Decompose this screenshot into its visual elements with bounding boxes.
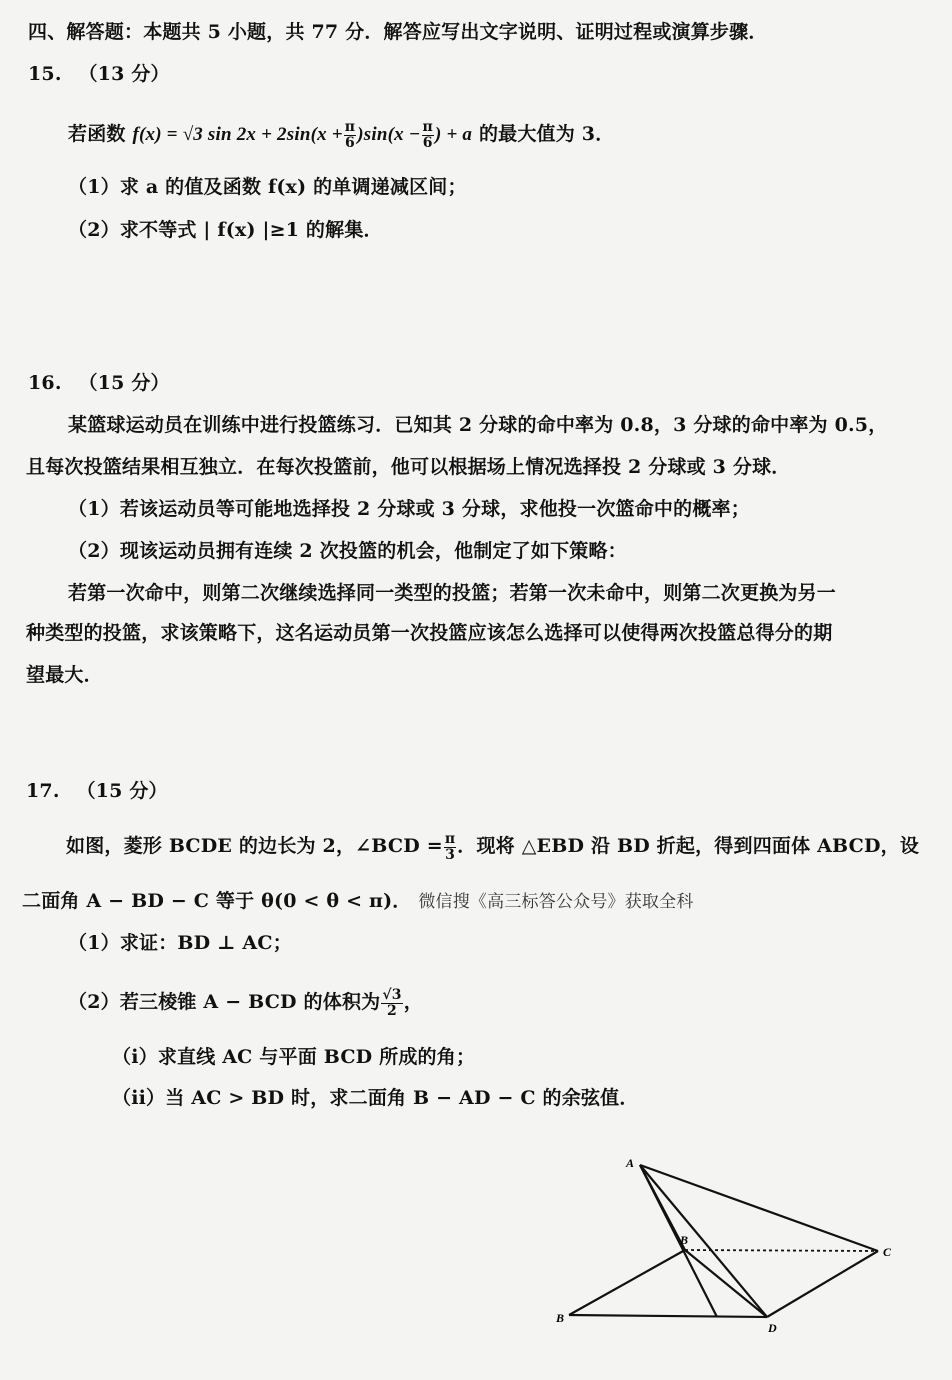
q16-line1: 某篮球运动员在训练中进行投篮练习．已知其 2 分球的命中率为 0.8，3 分球的命中率为 0.5， [68, 414, 888, 436]
edge-b2 [569, 1250, 685, 1315]
section-header: 四、解答题：本题共 5 小题，共 77 分．解答应写出文字说明、证明过程或演算步骤． [28, 21, 768, 43]
edge-hidden [685, 1250, 878, 1251]
q17-score: （15 分） [76, 780, 168, 802]
q16-number: 16. [28, 372, 62, 394]
q15-stem-mid: )sin(x − [357, 124, 421, 145]
q16-part2: （2）现该运动员拥有连续 2 次投篮的机会，他制定了如下策略： [68, 540, 627, 562]
q17-frac-1 [444, 832, 456, 863]
q17-sub2: （ii）当 AC > BD 时，求二面角 B − AD − C 的余弦值． [112, 1087, 639, 1109]
edge-bd-base [569, 1315, 767, 1317]
q15-number: 15. [28, 63, 62, 85]
q15-frac-2 [422, 120, 434, 151]
q17-line2-wrap [22, 888, 694, 915]
q17-part2-b: ， [403, 991, 423, 1013]
q15-stem-func: f(x) = √3 sin 2x + 2sin(x + [132, 124, 343, 145]
q17-frac-2-num: √3 [382, 986, 402, 1003]
q15-part1: （1）求 a 的值及函数 f(x) 的单调递减区间； [68, 176, 467, 198]
q17-sub1: （i）求直线 AC 与平面 BCD 所成的角； [112, 1046, 476, 1068]
q15-heading [28, 61, 170, 87]
label-c: C [883, 1245, 892, 1259]
q17-line2: 二面角 A − BD − C 等于 θ(0 < θ < π)． [22, 890, 412, 912]
q16-line5: 望最大． [26, 664, 103, 686]
q15-stem [68, 114, 614, 155]
q17-frac-2-den: 2 [387, 1002, 397, 1019]
tetrahedron-figure [540, 1140, 920, 1340]
label-inner-b: B [680, 1233, 689, 1247]
q15-frac-2-num: π [422, 118, 433, 135]
edge-bd [685, 1250, 767, 1317]
q17-line1-a: 如图，菱形 BCDE 的边长为 2，∠BCD = [66, 835, 443, 857]
q17-frac-1-den: 3 [445, 846, 456, 863]
q17-heading [26, 778, 168, 804]
watermark-note: 微信搜《高三标答公众号》获取全科 [418, 892, 694, 912]
q15-stem-prefix: 若函数 [68, 123, 126, 145]
q17-line1-b: ．现将 △EBD 沿 BD 折起，得到四面体 ABCD，设 [457, 835, 920, 857]
q15-stem-end: ) + a [434, 124, 473, 145]
q15-part2: （2）求不等式 | f(x) |≥1 的解集． [68, 219, 383, 241]
q15-frac-1-den: 6 [345, 134, 355, 151]
label-a: A [626, 1156, 635, 1170]
q15-frac-1 [344, 120, 356, 151]
q16-line4: 种类型的投篮，求该策略下，这名运动员第一次投篮应该怎么选择可以使得两次投篮总得分的期 [26, 622, 833, 644]
q16-part1: （1）若该运动员等可能地选择投 2 分球或 3 分球，求他投一次篮命中的概率； [68, 498, 750, 520]
q17-frac-1-num: π [444, 830, 456, 847]
q15-frac-2-den: 6 [422, 134, 433, 151]
q15-score: （13 分） [78, 63, 170, 85]
q16-heading [28, 370, 170, 396]
label-b: B [556, 1311, 565, 1325]
q15-stem-suffix: 的最大值为 3． [478, 123, 615, 145]
edge-dc [767, 1251, 878, 1317]
q17-frac-2 [381, 988, 402, 1019]
q16-line2: 且每次投篮结果相互独立．在每次投篮前，他可以根据场上情况选择投 2 分球或 3 分球． [26, 456, 791, 478]
q15-frac-1-num: π [344, 118, 356, 135]
q17-line1 [66, 826, 919, 866]
q17-number: 17. [26, 780, 60, 802]
q17-part2 [68, 982, 423, 1022]
q17-part2-a: （2）若三棱锥 A − BCD 的体积为 [68, 991, 381, 1013]
q16-line3: 若第一次命中，则第二次继续选择同一类型的投篮；若第一次未命中，则第二次更换为另一 [68, 582, 837, 604]
q17-part1: （1）求证：BD ⊥ AC； [68, 932, 292, 954]
label-d: D [768, 1321, 777, 1335]
q16-score: （15 分） [78, 372, 170, 394]
